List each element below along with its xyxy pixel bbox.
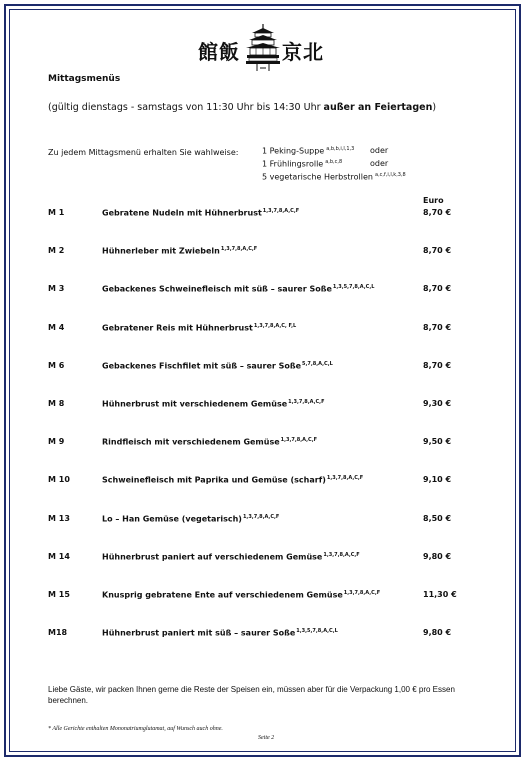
choice-option [262, 159, 342, 169]
menu-item-title: Hühnerbrust mit verschiedenem Gemüse [102, 399, 288, 409]
choice-option-allergens: a,c,f,i,l,k,3,8 [375, 172, 406, 178]
menu-item-allergens: 1,3,7,8,A,C,F [220, 246, 258, 252]
menu-item-price: 9,80 € [423, 628, 452, 637]
menu-item-title: Gebackenes Schweinefleisch mit süß – saurer Soße [102, 284, 332, 294]
menu-item-name [102, 208, 299, 218]
menu-item-allergens: 1,3,7,8,A,C,F [326, 475, 364, 481]
menu-item [0, 552, 529, 566]
menu-item-name [102, 361, 333, 371]
menu-item-code: M18 [48, 628, 68, 637]
menu-item-name [102, 284, 374, 294]
choice-intro: Zu jedem Mittagsmenü erhalten Sie wahlweise: [48, 148, 239, 157]
menu-item-allergens: 1,3,7,8,A,C,F [323, 552, 360, 558]
menu-item [0, 246, 529, 260]
menu-item-allergens: 1,3,7,8,A,C,F [242, 514, 280, 520]
menu-item-name [102, 514, 279, 524]
menu-item-title: Gebratene Nudeln mit Hühnerbrust [102, 208, 262, 218]
menu-item [0, 284, 529, 298]
currency-header: Euro [423, 196, 444, 205]
menu-item-name [102, 323, 296, 333]
menu-item-price: 8,70 € [423, 246, 452, 255]
menu-item-title: Lo – Han Gemüse (vegetarisch) [102, 514, 242, 524]
menu-item-allergens: 1,3,7,8,A,C,F [343, 590, 381, 596]
menu-item-name [102, 628, 338, 638]
menu-item-allergens: 1,3,7,8,A,C,F [280, 437, 318, 443]
choice-option-label: 1 Frühlingsrolle [262, 159, 324, 169]
msg-footnote: * Alle Gerichte enthalten Mononatriumglutamat, auf Wunsch auch ohne. [48, 726, 223, 732]
choice-option-allergens: a,b,c,8 [325, 159, 343, 165]
menu-item-name [102, 437, 317, 447]
menu-item-allergens: 1,3,7,8,A,C,F [262, 208, 300, 214]
menu-item-price: 8,70 € [423, 361, 452, 370]
validity-suffix: ) [432, 102, 437, 113]
page-number: Seite 2 [258, 735, 275, 741]
temple-icon [246, 24, 280, 72]
menu-item-price: 9,50 € [423, 437, 452, 446]
menu-item [0, 475, 529, 489]
packaging-note: Liebe Gäste, wir packen Ihnen gerne die Reste der Speisen ein, müssen aber für die Verpackung 1,00 € pro Essen berechnen. [48, 685, 455, 705]
choice-connector: oder [370, 146, 389, 155]
restaurant-logo [198, 24, 328, 76]
logo-chars-right: 京北 [282, 40, 324, 64]
menu-item-price: 9,30 € [423, 399, 452, 408]
menu-item-allergens: 1,3,7,8,A,C,F [288, 399, 325, 405]
menu-item-code: M 14 [48, 552, 70, 561]
validity-prefix: (gültig dienstags - samstags von 11:30 Uhr bis 14:30 Uhr [48, 102, 324, 113]
menu-item-allergens: 5,7,8,A,C,L [302, 361, 333, 367]
menu-item-title: Knusprig gebratene Ente auf verschiedenem Gemüse [102, 590, 343, 600]
menu-item-name [102, 246, 257, 256]
menu-item-code: M 2 [48, 246, 65, 255]
menu-item-price: 11,30 € [423, 590, 457, 599]
menu-item-title: Hühnerbrust paniert auf verschiedenem Gemüse [102, 552, 323, 562]
logo-chars-left: 館飯 [198, 40, 240, 64]
menu-item [0, 361, 529, 375]
menu-item-code: M 3 [48, 284, 65, 293]
menu-item-title: Hühnerbrust paniert mit süß – saurer Soße [102, 628, 296, 638]
choice-option [262, 146, 354, 156]
menu-item-price: 9,80 € [423, 552, 452, 561]
menu-item [0, 628, 529, 642]
menu-item-allergens: 1,3,5,7,8,A,C,L [332, 284, 375, 290]
menu-item-code: M 13 [48, 514, 70, 523]
menu-item-title: Gebackenes Fischfilet mit süß – saurer Soße [102, 361, 302, 371]
menu-item-title: Schweinefleisch mit Paprika und Gemüse (scharf) [102, 475, 326, 485]
menu-item-name [102, 590, 380, 600]
menu-item [0, 590, 529, 604]
section-heading: Mittagsmenüs [48, 74, 121, 84]
choice-option-allergens: a,b,b,i,l,1,3 [326, 146, 355, 152]
menu-item-name [102, 399, 325, 409]
menu-item-name [102, 552, 360, 562]
menu-item [0, 323, 529, 337]
menu-item-price: 8,70 € [423, 284, 452, 293]
menu-item [0, 208, 529, 222]
menu-item-code: M 6 [48, 361, 65, 370]
choice-option-label: 1 Peking-Suppe [262, 146, 325, 156]
menu-item-code: M 9 [48, 437, 65, 446]
menu-item-price: 8,50 € [423, 514, 452, 523]
menu-item-code: M 4 [48, 323, 65, 332]
menu-item-code: M 15 [48, 590, 70, 599]
choice-connector: oder [370, 159, 389, 168]
menu-item-title: Hühnerleber mit Zwiebeln [102, 246, 220, 256]
menu-item-name [102, 475, 363, 485]
validity-note [48, 102, 436, 113]
menu-item-code: M 1 [48, 208, 65, 217]
menu-item [0, 437, 529, 451]
menu-item-title: Rindfleisch mit verschiedenem Gemüse [102, 437, 280, 447]
choice-option-label: 5 vegetarische Herbstrollen [262, 172, 373, 182]
menu-item-title: Gebratener Reis mit Hühnerbrust [102, 323, 253, 333]
menu-item-price: 9,10 € [423, 475, 452, 484]
validity-bold: außer an Feiertagen [323, 102, 433, 113]
menu-item-code: M 10 [48, 475, 70, 484]
menu-item-allergens: 1,3,7,8,A,C, F,L [253, 323, 297, 329]
menu-item-code: M 8 [48, 399, 65, 408]
menu-item [0, 399, 529, 413]
choice-option [262, 172, 406, 182]
menu-item [0, 514, 529, 528]
menu-item-price: 8,70 € [423, 323, 452, 332]
menu-item-price: 8,70 € [423, 208, 452, 217]
menu-item-allergens: 1,3,5,7,8,A,C,L [296, 628, 338, 634]
